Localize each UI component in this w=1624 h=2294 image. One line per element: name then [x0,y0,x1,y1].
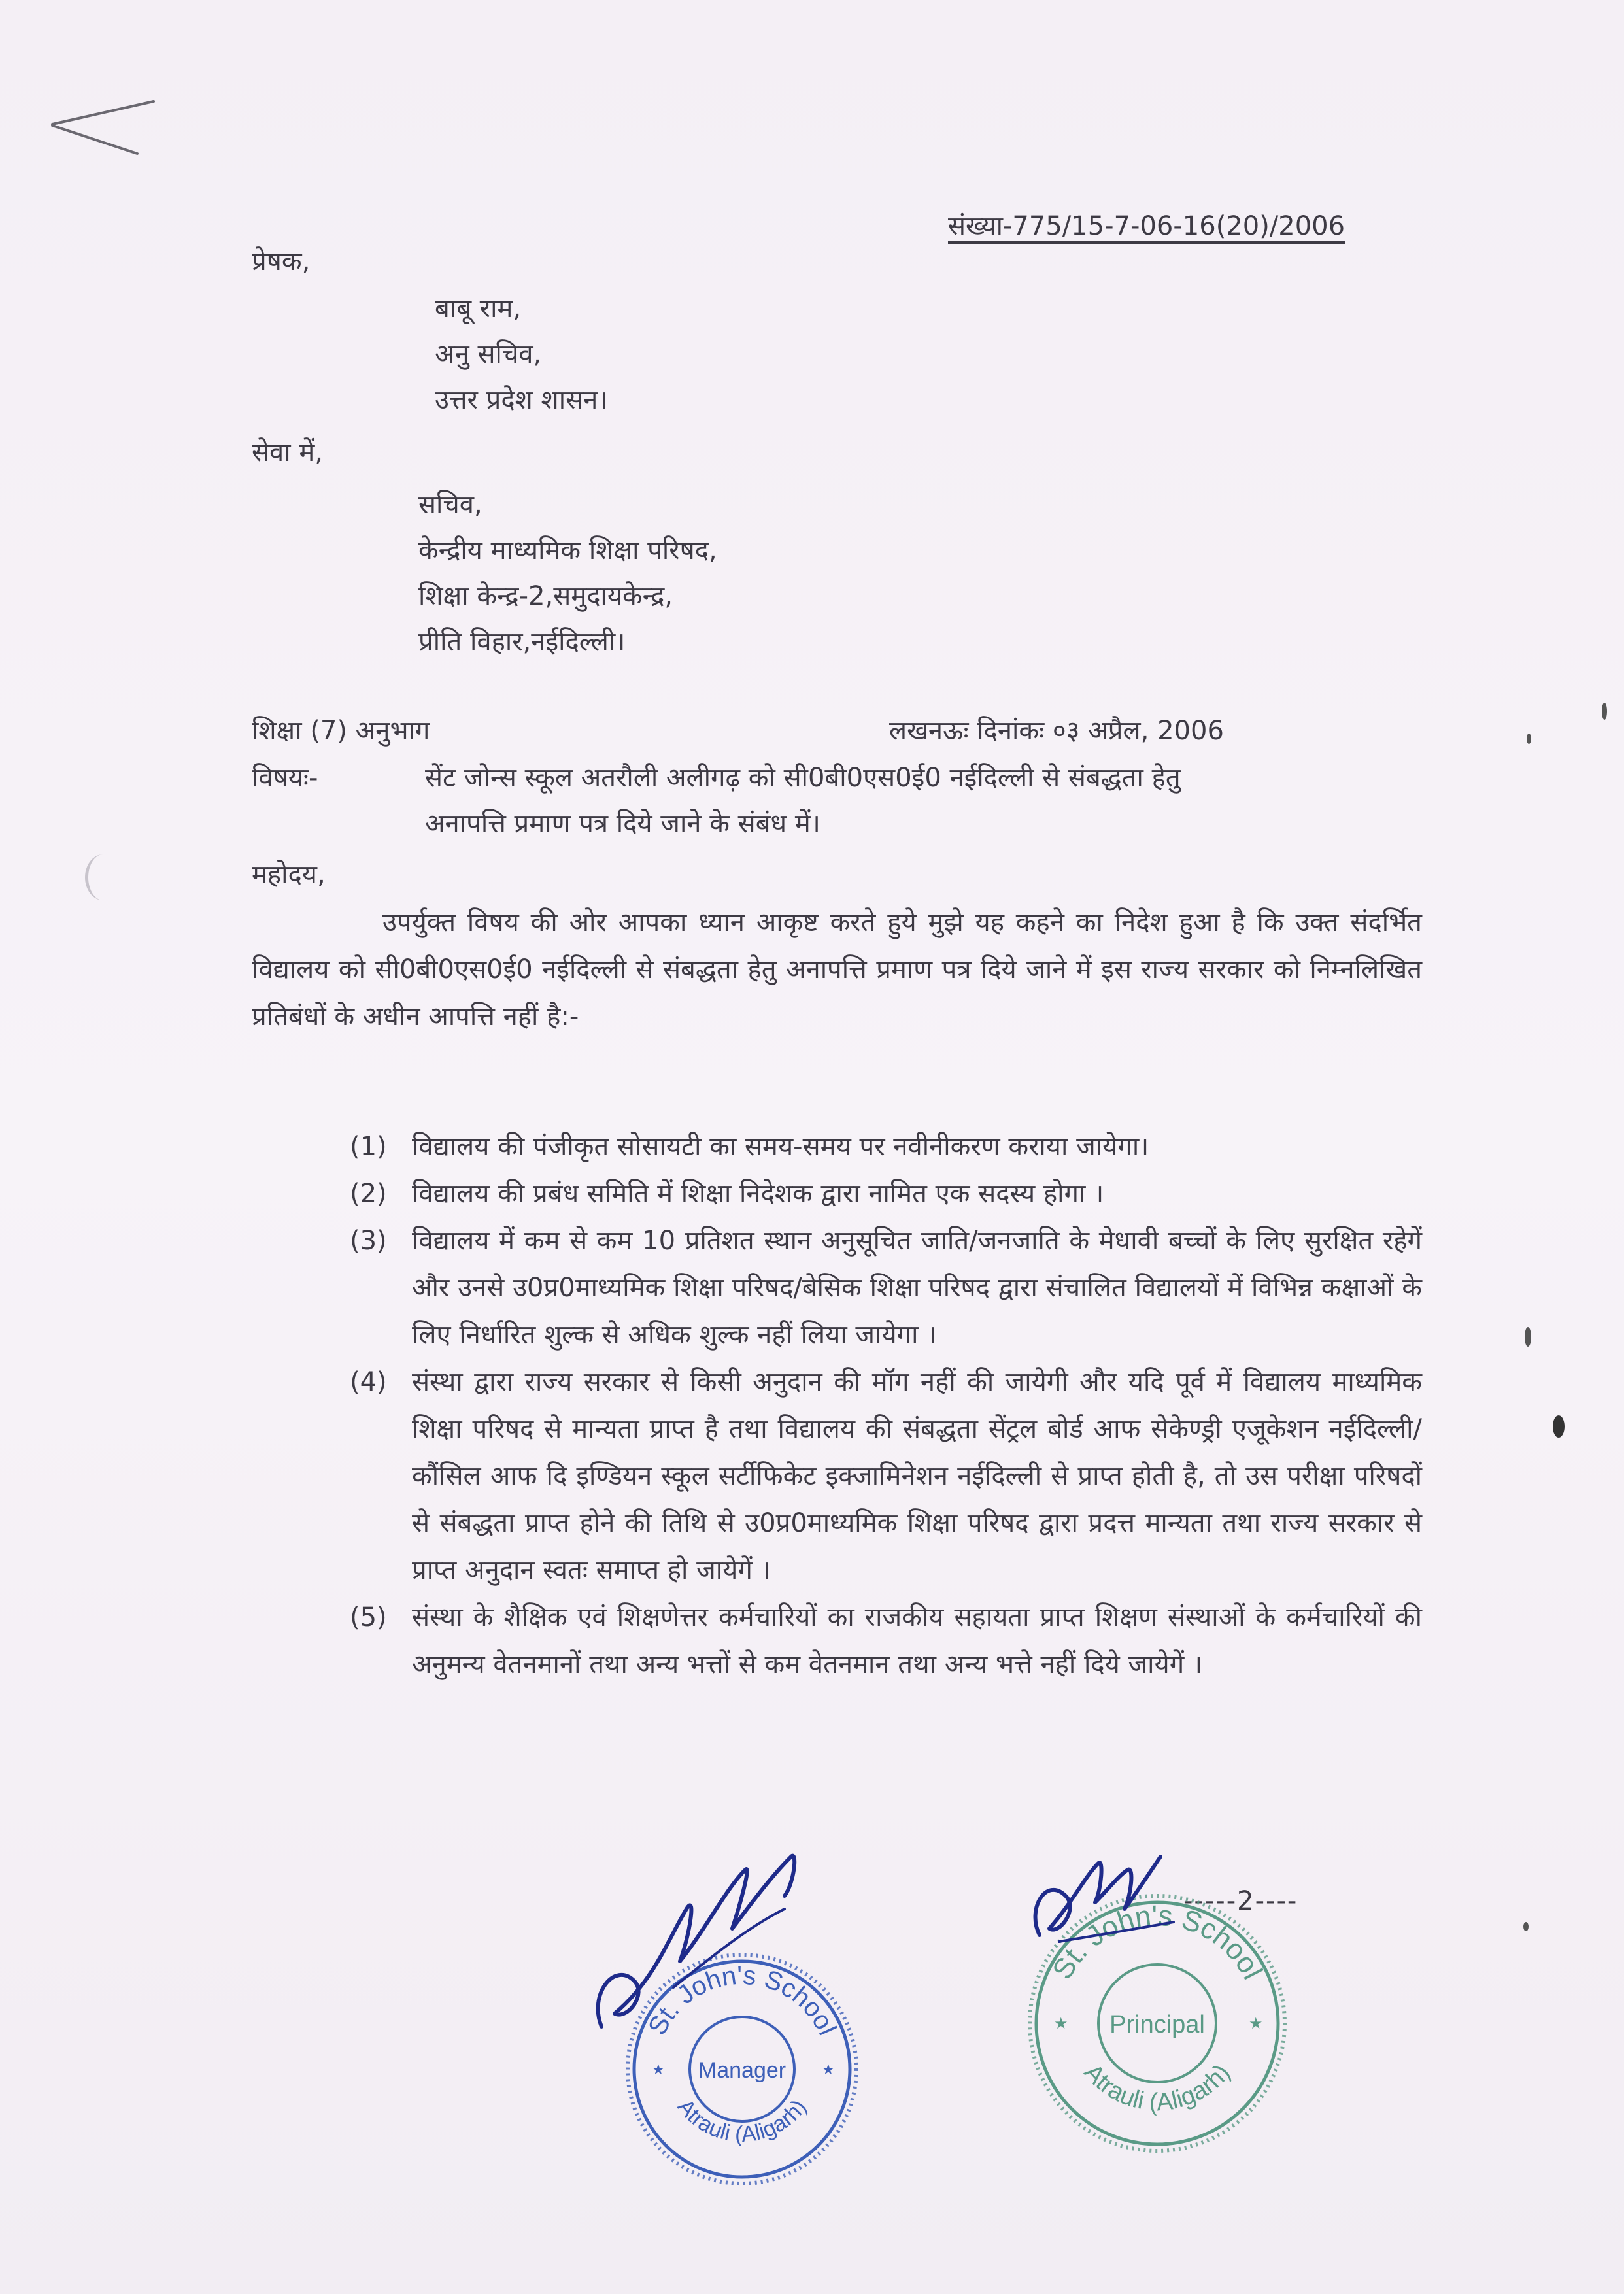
principal-signature [1020,1837,1183,1955]
star-icon: ★ [822,2062,835,2078]
place-date: लखनऊः दिनांकः ०३ अप्रैल, 2006 [889,716,1224,746]
condition-item [350,1170,1422,1217]
scan-speck [1523,1922,1529,1931]
subject-line: अनापत्ति प्रमाण पत्र दिये जाने के संबंध में। [425,809,820,839]
recipient-label: सेवा में, [252,437,323,467]
condition-number: (4) [350,1367,387,1397]
condition-number: (2) [350,1179,387,1209]
star-icon: ★ [1054,2014,1068,2033]
sender-designation: अनु सचिव, [435,339,542,369]
stamp-top-text: St. John's School [1046,1899,1269,1985]
recipient-line: शिक्षा केन्द्र-2,समुदायकेन्द्र, [418,581,673,611]
recipient-line: सचिव, [418,490,482,520]
star-icon: ★ [652,2062,665,2078]
sender-label: प्रेषक, [252,246,311,277]
condition-text: संस्था द्वारा राज्य सरकार से किसी अनुदान की मॉग नहीं की जायेगी और यदि पूर्व में विद्यालय माध्यमिक शिक्षा परिषद से मान्यता प्राप्त है तथा विद्यालय की संबद्धता सेंट्रल बोर्ड आफ सेकेण्ड्री एजूकेशन नईदिल्ली/कौंसिल आफ दि इण्डियन स्कूल सर्टीफिकेट इक्जामिनेशन नईदिल्ली से प्राप्त होती है, तो उस परीक्षा परिषदों से संबद्धता प्राप्त होने की तिथि से उ0प्र0माध्यमिक शिक्षा परिषद द्वारा प्रदत्त मान्यता तथा राज्य सरकार से प्राप्त अनुदान स्वतः समाप्त हो जायेगें । [412,1367,1422,1585]
condition-item [350,1123,1422,1170]
body-paragraph: उपर्युक्त विषय की ओर आपका ध्यान आकृष्ट करते हुये मुझे यह कहने का निदेश हुआ है कि उक्त संदर्भित विद्यालय को सी0बी0एस0ई0 नईदिल्ली से संबद्धता हेतु अनापत्ति प्रमाण पत्र दिये जाने में इस राज्य सरकार को निम्नलिखित प्रतिबंधों के अधीन आपत्ति नहीं है:- [252,907,1422,1032]
star-icon: ★ [1249,2014,1263,2033]
stamp-top-text: St. John's School [643,1961,842,2040]
subject-line: सेंट जोन्स स्कूल अतरौली अलीगढ़ को सी0बी0एस0ई0 नईदिल्ली से संबद्धता हेतु [425,763,1181,793]
condition-item [350,1217,1422,1358]
scan-speck [1602,703,1607,720]
stamp-center-text: Principal [1109,2011,1205,2038]
corner-tick-mark [39,85,163,163]
condition-text: विद्यालय की पंजीकृत सोसायटी का समय-समय पर नवीनीकरण कराया जायेगा। [412,1132,1149,1162]
manager-signature [575,1830,850,2046]
condition-text: विद्यालय की प्रबंध समिति में शिक्षा निदेशक द्वारा नामित एक सदस्य होगा । [412,1179,1104,1209]
reference-number: संख्या-775/15-7-06-16(20)/2006 [948,211,1345,241]
conditions-list [350,1123,1422,1688]
condition-text: विद्यालय में कम से कम 10 प्रतिशत स्थान अनुसूचित जाति/जनजाति के मेधावी बच्चों के लिए सुरक्षित रहेगें और उनसे उ0प्र0माध्यमिक शिक्षा परिषद/बेसिक शिक्षा परिषद द्वारा संचालित विद्यालयों में विभिन्न कक्षाओं के लिए निर्धारित शुल्क से अधिक शुल्क नहीं लिया जायेगा । [412,1226,1422,1350]
condition-item [350,1594,1422,1688]
condition-text: संस्था के शैक्षिक एवं शिक्षणेत्तर कर्मचारियों का राजकीय सहायता प्राप्त शिक्षण संस्थाओं के कर्मचारियों की अनुमन्य वेतनमानों तथा अन्य भत्तों से कम वेतनमान तथा अन्य भत्ते नहीं दिये जायेगें । [412,1602,1422,1679]
recipient-line: केन्द्रीय माध्यमिक शिक्षा परिषद, [418,535,717,565]
condition-number: (3) [350,1226,387,1256]
scan-speck [1553,1415,1565,1438]
sender-office: उत्तर प्रदेश शासन। [435,385,608,415]
salutation: महोदय, [252,860,326,890]
page-continuation-marker: -----2---- [1183,1886,1298,1916]
scan-speck [1525,1327,1531,1347]
stamp-bottom-text: Atrauli (Aligarh) [672,2095,812,2148]
sender-name: बाबू राम, [435,294,522,324]
condition-number: (1) [350,1132,387,1162]
punch-hole-mark [85,854,121,900]
scan-speck [1527,734,1531,744]
condition-number: (5) [350,1602,387,1632]
stamp-center-text: Manager [698,2058,787,2083]
recipient-line: प्रीति विहार,नईदिल्ली। [418,627,626,657]
section-name: शिक्षा (7) अनुभाग [252,716,430,746]
condition-item [350,1358,1422,1594]
subject-label: विषयः- [252,763,318,793]
stamp-bottom-text: Atrauli (Aligarh) [1079,2059,1236,2117]
